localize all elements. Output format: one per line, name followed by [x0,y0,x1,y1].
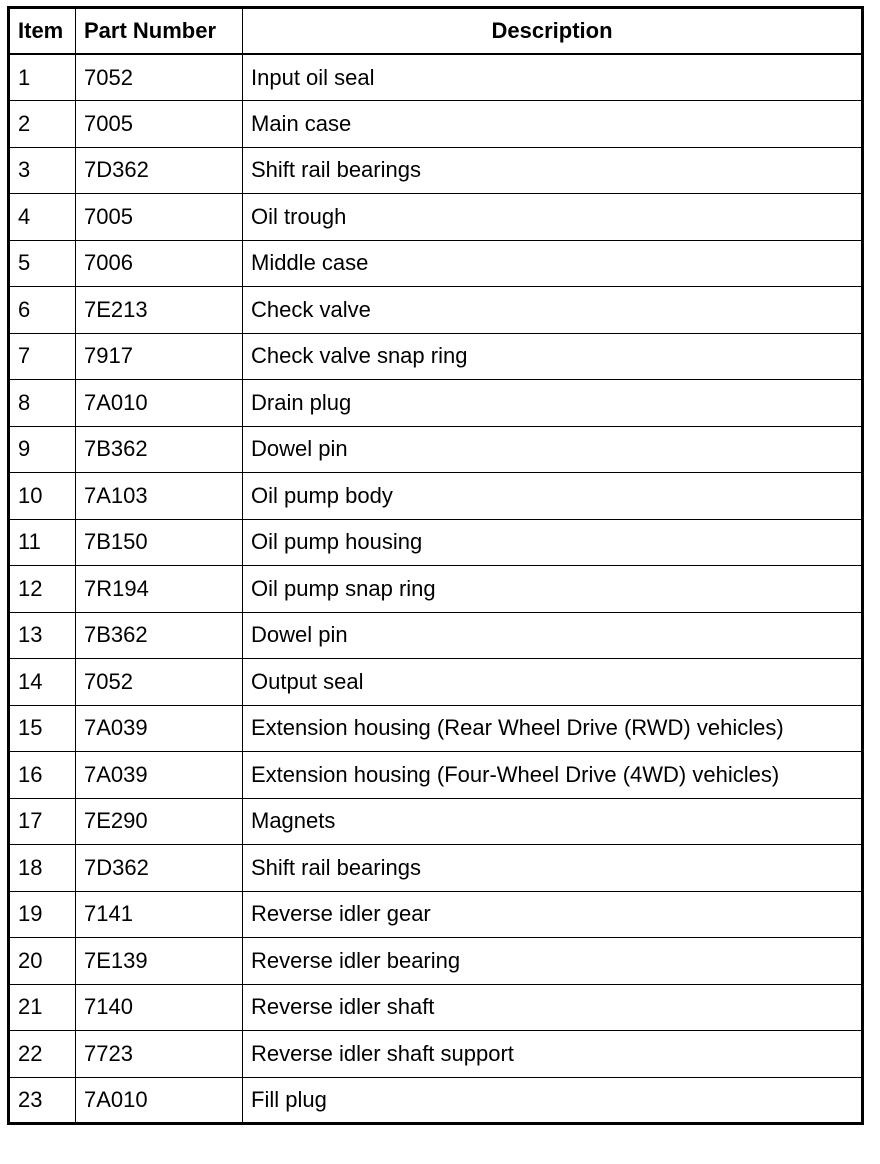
cell-part-number: 7D362 [76,845,243,892]
cell-part-number: 7E290 [76,798,243,845]
cell-description: Output seal [243,659,863,706]
table-row [9,426,863,473]
cell-item: 16 [9,752,76,799]
cell-description: Reverse idler bearing [243,938,863,985]
cell-description: Dowel pin [243,612,863,659]
header-description: Description [243,8,863,55]
table-row [9,519,863,566]
cell-description: Extension housing (Rear Wheel Drive (RWD) vehicles) [243,705,863,752]
cell-item: 18 [9,845,76,892]
cell-item: 19 [9,891,76,938]
table-row [9,938,863,985]
cell-description: Fill plug [243,1077,863,1124]
cell-description: Oil pump housing [243,519,863,566]
cell-item: 17 [9,798,76,845]
cell-item: 21 [9,984,76,1031]
cell-part-number: 7E139 [76,938,243,985]
table-row [9,705,863,752]
cell-part-number: 7B362 [76,426,243,473]
cell-item: 12 [9,566,76,613]
cell-part-number: 7006 [76,240,243,287]
cell-part-number: 7B362 [76,612,243,659]
cell-part-number: 7B150 [76,519,243,566]
cell-part-number: 7141 [76,891,243,938]
cell-item: 4 [9,194,76,241]
table-row [9,984,863,1031]
table-row [9,798,863,845]
cell-part-number: 7D362 [76,147,243,194]
cell-description: Shift rail bearings [243,845,863,892]
table-row [9,752,863,799]
cell-item: 7 [9,333,76,380]
cell-description: Dowel pin [243,426,863,473]
table-row [9,287,863,334]
cell-item: 13 [9,612,76,659]
cell-part-number: 7052 [76,54,243,101]
cell-description: Oil pump body [243,473,863,520]
cell-item: 6 [9,287,76,334]
cell-description: Oil pump snap ring [243,566,863,613]
table-row [9,54,863,101]
cell-item: 5 [9,240,76,287]
table-row [9,380,863,427]
cell-part-number: 7723 [76,1031,243,1078]
cell-description: Check valve [243,287,863,334]
cell-part-number: 7A103 [76,473,243,520]
cell-item: 8 [9,380,76,427]
table-row [9,194,863,241]
cell-item: 3 [9,147,76,194]
table-row [9,891,863,938]
cell-part-number: 7140 [76,984,243,1031]
cell-part-number: 7E213 [76,287,243,334]
cell-part-number: 7A039 [76,705,243,752]
table-row [9,845,863,892]
cell-description: Main case [243,101,863,148]
header-item: Item [9,8,76,55]
cell-description: Reverse idler shaft support [243,1031,863,1078]
cell-description: Shift rail bearings [243,147,863,194]
cell-part-number: 7917 [76,333,243,380]
cell-item: 15 [9,705,76,752]
table-row [9,612,863,659]
cell-item: 9 [9,426,76,473]
header-part-number: Part Number [76,8,243,55]
cell-item: 14 [9,659,76,706]
cell-item: 11 [9,519,76,566]
cell-part-number: 7R194 [76,566,243,613]
table-row [9,147,863,194]
cell-part-number: 7A010 [76,380,243,427]
table-row [9,240,863,287]
cell-description: Reverse idler gear [243,891,863,938]
cell-description: Magnets [243,798,863,845]
cell-description: Oil trough [243,194,863,241]
table-header [9,8,863,55]
table-row [9,473,863,520]
cell-item: 22 [9,1031,76,1078]
table-row [9,659,863,706]
cell-description: Check valve snap ring [243,333,863,380]
cell-item: 10 [9,473,76,520]
cell-part-number: 7A010 [76,1077,243,1124]
table-body [9,54,863,1124]
table-row [9,1031,863,1078]
table-row [9,566,863,613]
cell-item: 20 [9,938,76,985]
cell-description: Input oil seal [243,54,863,101]
header-row [9,8,863,55]
table-row [9,333,863,380]
cell-description: Middle case [243,240,863,287]
cell-description: Drain plug [243,380,863,427]
cell-description: Extension housing (Four-Wheel Drive (4WD) vehicles) [243,752,863,799]
cell-item: 2 [9,101,76,148]
cell-part-number: 7052 [76,659,243,706]
cell-description: Reverse idler shaft [243,984,863,1031]
cell-part-number: 7A039 [76,752,243,799]
parts-table [7,6,864,1125]
cell-part-number: 7005 [76,101,243,148]
table-row [9,1077,863,1124]
cell-item: 1 [9,54,76,101]
table-row [9,101,863,148]
cell-item: 23 [9,1077,76,1124]
cell-part-number: 7005 [76,194,243,241]
